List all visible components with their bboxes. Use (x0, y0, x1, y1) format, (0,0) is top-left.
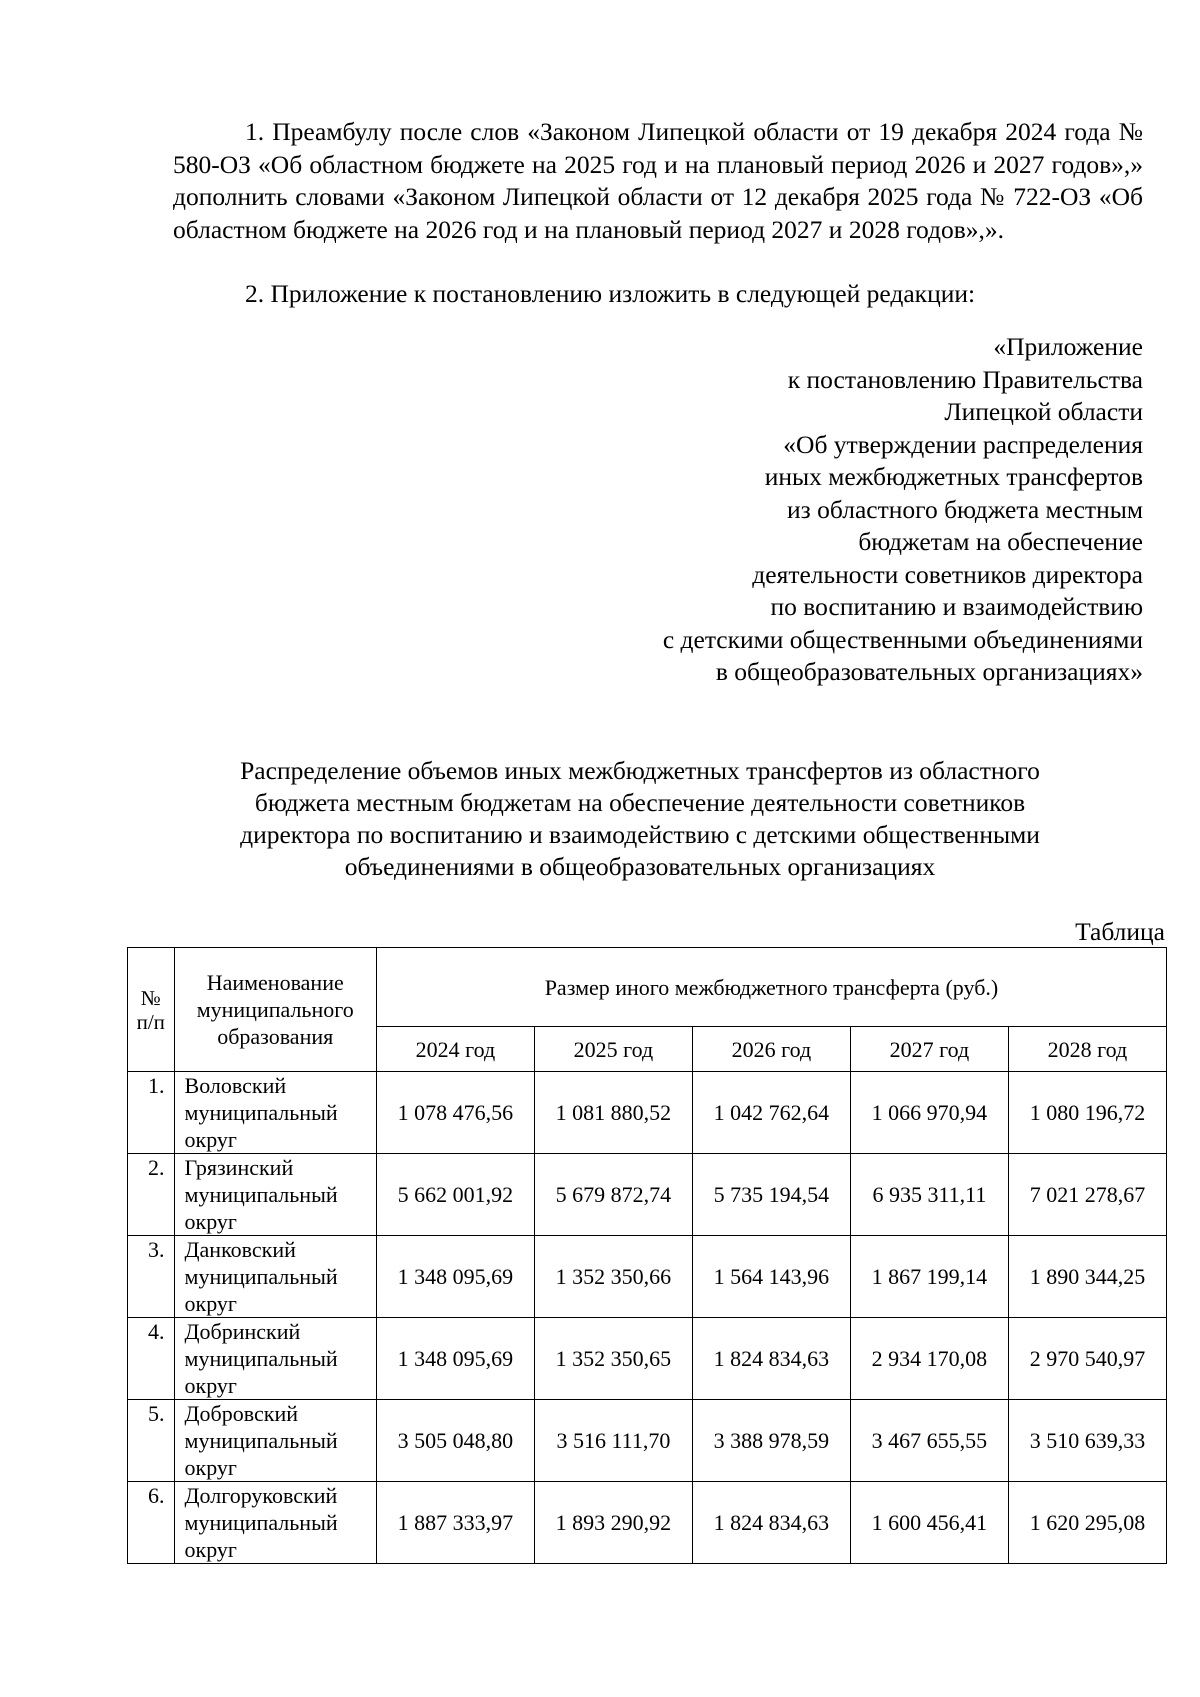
value-cell: 1 352 350,65 (534, 1318, 692, 1400)
appendix-line: из областного бюджета местным (787, 494, 1143, 524)
column-header-year: 2025 год (534, 1027, 692, 1072)
column-header-year: 2026 год (692, 1027, 850, 1072)
table-header-row (128, 948, 1167, 1027)
table-row (128, 1072, 1167, 1154)
municipality-name: Долгоруковский муниципальный округ (174, 1482, 376, 1564)
title-line: объединениями в общеобразовательных организациях (344, 852, 936, 881)
table-row (128, 1154, 1167, 1236)
appendix-line: с детскими общественными объединениями (662, 624, 1143, 654)
value-cell: 2 934 170,08 (850, 1318, 1008, 1400)
value-cell: 1 887 333,97 (376, 1482, 534, 1564)
column-header-year: 2027 год (850, 1027, 1008, 1072)
value-cell: 5 679 872,74 (534, 1154, 692, 1236)
value-cell: 6 935 311,11 (850, 1154, 1008, 1236)
value-cell: 1 600 456,41 (850, 1482, 1008, 1564)
column-header-transfer-size: Размер иного межбюджетного трансферта (руб.) (376, 948, 1166, 1027)
row-number: 4. (128, 1318, 175, 1400)
municipality-name: Добровский муниципальный округ (174, 1400, 376, 1482)
appendix-line: в общеобразовательных организациях» (715, 657, 1143, 686)
column-header-number-abbr: п/п (136, 1009, 165, 1034)
paragraph-preamble-amendment: 1. Преамбулу после слов «Законом Липецкой области от 19 декабря 2024 года № 580-ОЗ «Об областном бюджете на 2025 год и на плановый период 2026 и 2027 годов»,» дополнить словами «Законом Липецкой области от 12 декабря 2025 года № 722-ОЗ «Об областном бюджете на 2026 год и на плановый период 2027 и 2028 годов»,». (173, 117, 1143, 244)
appendix-line: деятельности советников директора (752, 559, 1143, 589)
value-cell: 1 867 199,14 (850, 1236, 1008, 1318)
value-cell: 3 467 655,55 (850, 1400, 1008, 1482)
value-cell: 1 081 880,52 (534, 1072, 692, 1154)
column-header-municipality: Наименование муниципального образования (174, 948, 376, 1072)
title-line: Распределение объемов иных межбюджетных трансфертов из областного (240, 756, 1040, 785)
value-cell: 3 516 111,70 (534, 1400, 692, 1482)
value-cell: 1 348 095,69 (376, 1318, 534, 1400)
column-header-number-sign: № (140, 985, 161, 1010)
value-cell: 1 824 834,63 (692, 1318, 850, 1400)
title-line: директора по воспитанию и взаимодействию с детскими общественными (240, 820, 1040, 849)
column-header-year: 2024 год (376, 1027, 534, 1072)
value-cell: 2 970 540,97 (1008, 1318, 1166, 1400)
appendix-line: по воспитанию и взаимодействию (770, 592, 1143, 621)
value-cell: 1 348 095,69 (376, 1236, 534, 1318)
row-number: 5. (128, 1400, 175, 1482)
row-number: 2. (128, 1154, 175, 1236)
column-header-year: 2028 год (1008, 1027, 1166, 1072)
document-title (160, 755, 1120, 883)
transfer-table (127, 947, 1167, 1564)
value-cell: 1 078 476,56 (376, 1072, 534, 1154)
value-cell: 5 735 194,54 (692, 1154, 850, 1236)
municipality-name: Воловский муниципальный округ (174, 1072, 376, 1154)
value-cell: 1 080 196,72 (1008, 1072, 1166, 1154)
title-line: бюджета местным бюджетам на обеспечение деятельности советников (254, 788, 1026, 817)
value-cell: 1 893 290,92 (534, 1482, 692, 1564)
table-row (128, 1400, 1167, 1482)
value-cell: 1 042 762,64 (692, 1072, 850, 1154)
value-cell: 7 021 278,67 (1008, 1154, 1166, 1236)
value-cell: 3 388 978,59 (692, 1400, 850, 1482)
value-cell: 1 066 970,94 (850, 1072, 1008, 1154)
municipality-name: Грязинский муниципальный округ (174, 1154, 376, 1236)
appendix-line: Липецкой области (944, 397, 1143, 426)
appendix-line: бюджетам на обеспечение (858, 527, 1143, 556)
value-cell: 5 662 001,92 (376, 1154, 534, 1236)
appendix-heading (443, 331, 1143, 689)
paragraph-appendix-amendment: 2. Приложение к постановлению изложить в следующей редакции: (245, 279, 976, 308)
column-header-number (128, 948, 175, 1072)
appendix-line: «Приложение (993, 332, 1143, 361)
value-cell: 1 890 344,25 (1008, 1236, 1166, 1318)
municipality-name: Добринский муниципальный округ (174, 1318, 376, 1400)
value-cell: 1 620 295,08 (1008, 1482, 1166, 1564)
value-cell: 3 510 639,33 (1008, 1400, 1166, 1482)
appendix-line: «Об утверждении распределения (783, 429, 1143, 459)
table-caption: Таблица (1075, 917, 1165, 946)
value-cell: 1 824 834,63 (692, 1482, 850, 1564)
appendix-line: к постановлению Правительства (787, 364, 1143, 394)
table-row (128, 1482, 1167, 1564)
table-row (128, 1236, 1167, 1318)
row-number: 6. (128, 1482, 175, 1564)
row-number: 1. (128, 1072, 175, 1154)
municipality-name: Данковский муниципальный округ (174, 1236, 376, 1318)
table-row (128, 1318, 1167, 1400)
value-cell: 1 564 143,96 (692, 1236, 850, 1318)
row-number: 3. (128, 1236, 175, 1318)
value-cell: 3 505 048,80 (376, 1400, 534, 1482)
value-cell: 1 352 350,66 (534, 1236, 692, 1318)
appendix-line: иных межбюджетных трансфертов (764, 462, 1143, 491)
